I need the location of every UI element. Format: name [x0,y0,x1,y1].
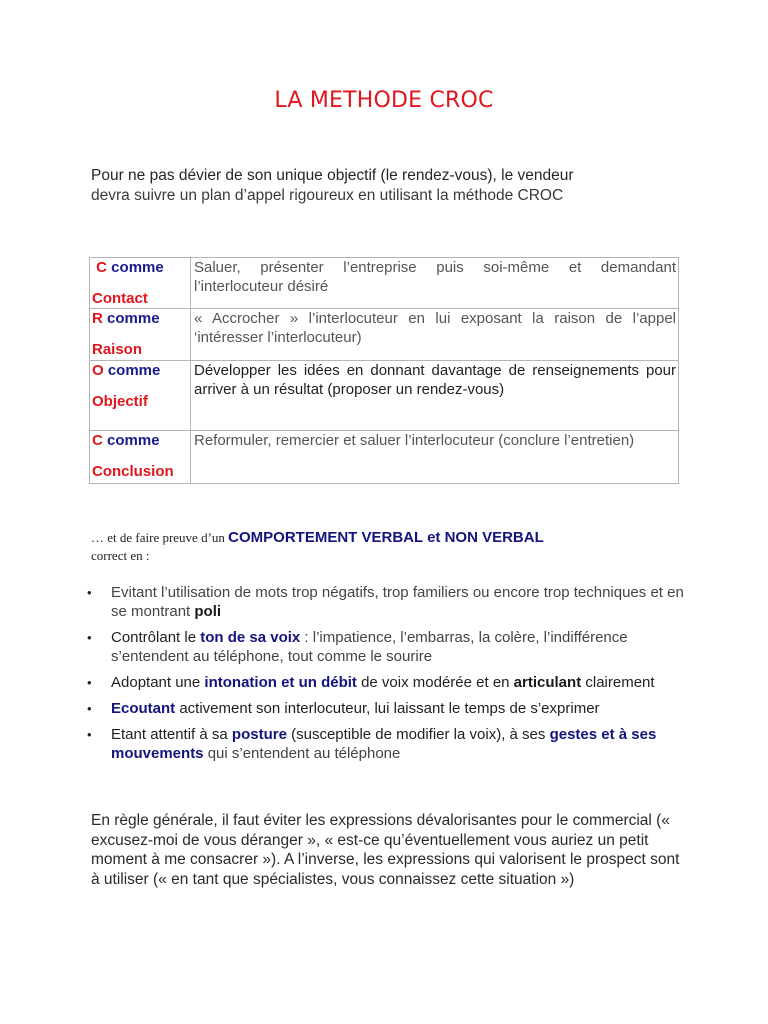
bullet-text: : l’impatience, l’embarras, la colère, l’indifférence s’entendent au téléphone, tout comme le sourire [111,629,628,665]
croc-description: Développer les idées en donnant davantage de renseignements pour arriver à un résultat (proposer un rendez-vous) [191,361,679,431]
croc-description: Saluer, présenter l’entreprise puis soi-même et demandant l’interlocuteur désiré [191,258,679,309]
bullet-text: Contrôlant le [111,629,201,646]
list-item [87,699,691,718]
croc-comme: comme [107,259,164,276]
table-row [90,431,679,484]
bullet-bold: gestes et à ses mouvements [111,726,657,762]
table-row [90,309,679,361]
bullet-text: Evitant l’utilisation de mots trop négatifs, trop familiers ou encore trop techniques et en se montrant [111,584,684,620]
bullet-dot-icon: • [87,675,92,690]
croc-table [89,257,679,484]
bullet-text: Etant attentif à sa [111,726,232,743]
intro-line-2: devra suivre un plan d’appel rigoureux en utilisant la méthode CROC [91,187,564,204]
bullet-text: clairement [581,674,655,691]
croc-word: Raison [92,341,143,358]
croc-key-cell [90,431,191,484]
croc-description: « Accrocher » l’interlocuteur en lui exposant la raison de l’appel ‘intéresser l’interlocuteur) [191,309,679,361]
bullet-dot-icon: • [87,585,92,600]
croc-letter: C [96,259,108,276]
table-row [90,258,679,309]
behaviour-list [87,583,691,770]
bullet-text: qui s’entendent au téléphone [203,745,401,762]
croc-word: Contact [92,290,148,307]
bullet-dot-icon: • [87,727,92,742]
bullet-text: (susceptible de modifier la voix), à ses [286,726,550,743]
list-item [87,628,691,666]
list-item [87,673,691,692]
list-item [87,725,691,763]
bullet-bold: articulant [513,674,582,691]
lead-prefix: … et de faire preuve d’un [91,530,229,545]
croc-key-cell [90,309,191,361]
table-row [90,361,679,431]
page-title: LA METHODE CROC [274,88,494,113]
croc-comme: comme [102,310,160,327]
bullet-dot-icon: • [87,701,92,716]
list-item [87,583,691,621]
lead-emphasis: COMPORTEMENT VERBAL et NON VERBAL [228,529,544,546]
croc-letter: R [92,310,103,327]
croc-key-cell [90,361,191,431]
croc-letter: O [92,362,104,379]
croc-letter: C [92,432,103,449]
bullet-bold: poli [194,603,222,620]
croc-word: Objectif [92,393,148,410]
intro-line-1: Pour ne pas dévier de son unique objectif (le rendez-vous), le vendeur [91,167,574,184]
croc-description: Reformuler, remercier et saluer l’interlocuteur (conclure l’entretien) [191,431,679,484]
croc-comme: comme [102,432,160,449]
bullet-bold: posture [231,726,287,743]
behaviour-lead [91,529,711,564]
intro-paragraph [91,166,691,206]
bullet-bold: ton de sa voix [200,629,301,646]
bullet-text: de voix modérée et en [356,674,514,691]
croc-key-cell [90,258,191,309]
bullet-bold: Ecoutant [111,700,176,717]
bullet-text: activement son interlocuteur, lui laissant le temps de s’exprimer [175,700,600,717]
bullet-bold: intonation et un débit [204,674,357,691]
lead-line-2: correct en : [91,548,150,563]
croc-word: Conclusion [92,463,174,480]
conclusion-paragraph: En règle générale, il faut éviter les expressions dévalorisantes pour le commercial (« excusez-moi de vous déranger », « est-ce qu’éventuellement vous auriez un petit moment à me consacrer »). A l’inverse, les expressions qui valorisent le prospect sont à utiliser (« en tant que spécialistes, vous connaissez cette situation ») [91,812,680,888]
croc-comme: comme [103,362,161,379]
bullet-dot-icon: • [87,630,92,645]
bullet-text: Adoptant une [111,674,205,691]
